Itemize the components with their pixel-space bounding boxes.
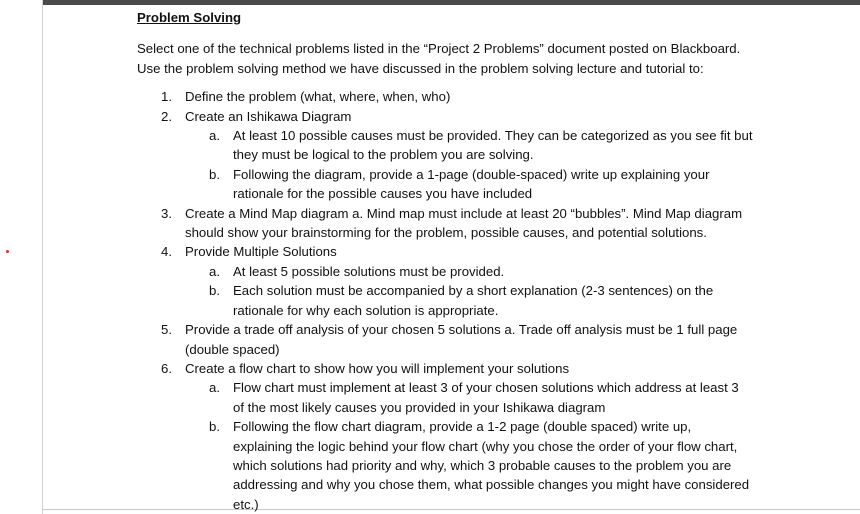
intro-line: Use the problem solving method we have discussed in the problem solving lecture and tutorial to: [137, 60, 704, 76]
list-item-text: Define the problem (what, where, when, who) [185, 89, 451, 105]
sub-list-letter: b. [209, 283, 220, 299]
list-item [137, 242, 797, 320]
sub-list-text: At least 10 possible causes must be provided. They can be categorized as you see fit but [233, 128, 753, 144]
sub-list-item [137, 378, 797, 417]
sub-list-item [137, 126, 797, 165]
list-item-number: 6. [161, 360, 172, 376]
list-item-text: (double spaced) [185, 341, 280, 357]
sub-list-text: Following the diagram, provide a 1-page (double-spaced) write up explaining your [233, 166, 710, 182]
sub-list-item [137, 281, 797, 320]
list-item [137, 107, 797, 204]
sub-list-item [137, 165, 797, 204]
sub-list-text: Each solution must be accompanied by a short explanation (2-3 sentences) on the [233, 283, 714, 299]
intro-paragraph [137, 39, 797, 78]
sub-list-letter: b. [209, 419, 220, 435]
page-left-edge [42, 0, 43, 514]
list-item-text: Provide a trade off analysis of your chosen 5 solutions a. Trade off analysis must be 1 full page [185, 322, 738, 338]
sub-list-letter: b. [209, 166, 220, 182]
sub-list-letter: a. [209, 128, 220, 144]
list-item [137, 359, 797, 514]
sub-list-text: addressing and why you chose them, what possible changes you might have considered [233, 477, 750, 493]
list-item-number: 4. [161, 244, 172, 260]
list-item-number: 1. [161, 89, 172, 105]
sub-list [185, 262, 797, 320]
list-item-text: Create a Mind Map diagram a. Mind map must include at least 20 “bubbles”. Mind Map diagram [185, 205, 743, 221]
list-item-text: Create a flow chart to show how you will implement your solutions [185, 360, 570, 376]
sub-list-letter: a. [209, 380, 220, 396]
viewer-top-border [42, 0, 860, 5]
sub-list-text: At least 5 possible solutions must be provided. [233, 263, 505, 279]
sub-list-text: rationale for why each solution is appropriate. [233, 302, 499, 318]
sub-list-item [137, 417, 797, 514]
document-page [137, 8, 797, 514]
sub-list-text: etc.) [233, 496, 259, 512]
intro-line: Select one of the technical problems listed in the “Project 2 Problems” document posted on Blackboard. [137, 41, 741, 57]
sub-list-letter: a. [209, 263, 220, 279]
list-item [137, 204, 797, 243]
list-item [137, 87, 797, 106]
sub-list-text: Flow chart must implement at least 3 of your chosen solutions which address at least 3 [233, 380, 739, 396]
list-item [137, 320, 797, 359]
sub-list-item [137, 262, 797, 281]
sub-list-text: they must be logical to the problem you are solving. [233, 147, 534, 163]
section-heading: Problem Solving [137, 10, 242, 25]
list-item-text: Create an Ishikawa Diagram [185, 108, 352, 124]
sub-list-text: rationale for the possible causes you have included [233, 186, 533, 202]
margin-dot [6, 250, 9, 253]
sub-list-text: Following the flow chart diagram, provide a 1-2 page (double spaced) write up, [233, 419, 692, 435]
list-item-text: should show your brainstorming for the problem, possible causes, and potential solutions. [185, 225, 707, 241]
sub-list-text: explaining the logic behind your flow chart (why you chose the order of your flow chart, [233, 438, 738, 454]
list-item-number: 3. [161, 205, 172, 221]
sub-list-text: which solutions had priority and why, which 3 probable causes to the problem you are [233, 457, 732, 473]
list-item-number: 5. [161, 322, 172, 338]
sub-list-text: of the most likely causes you provided in your Ishikawa diagram [233, 399, 606, 415]
sub-list [185, 378, 797, 514]
sub-list [185, 126, 797, 204]
requirements-list [137, 87, 797, 514]
list-item-number: 2. [161, 108, 172, 124]
list-item-text: Provide Multiple Solutions [185, 244, 337, 260]
